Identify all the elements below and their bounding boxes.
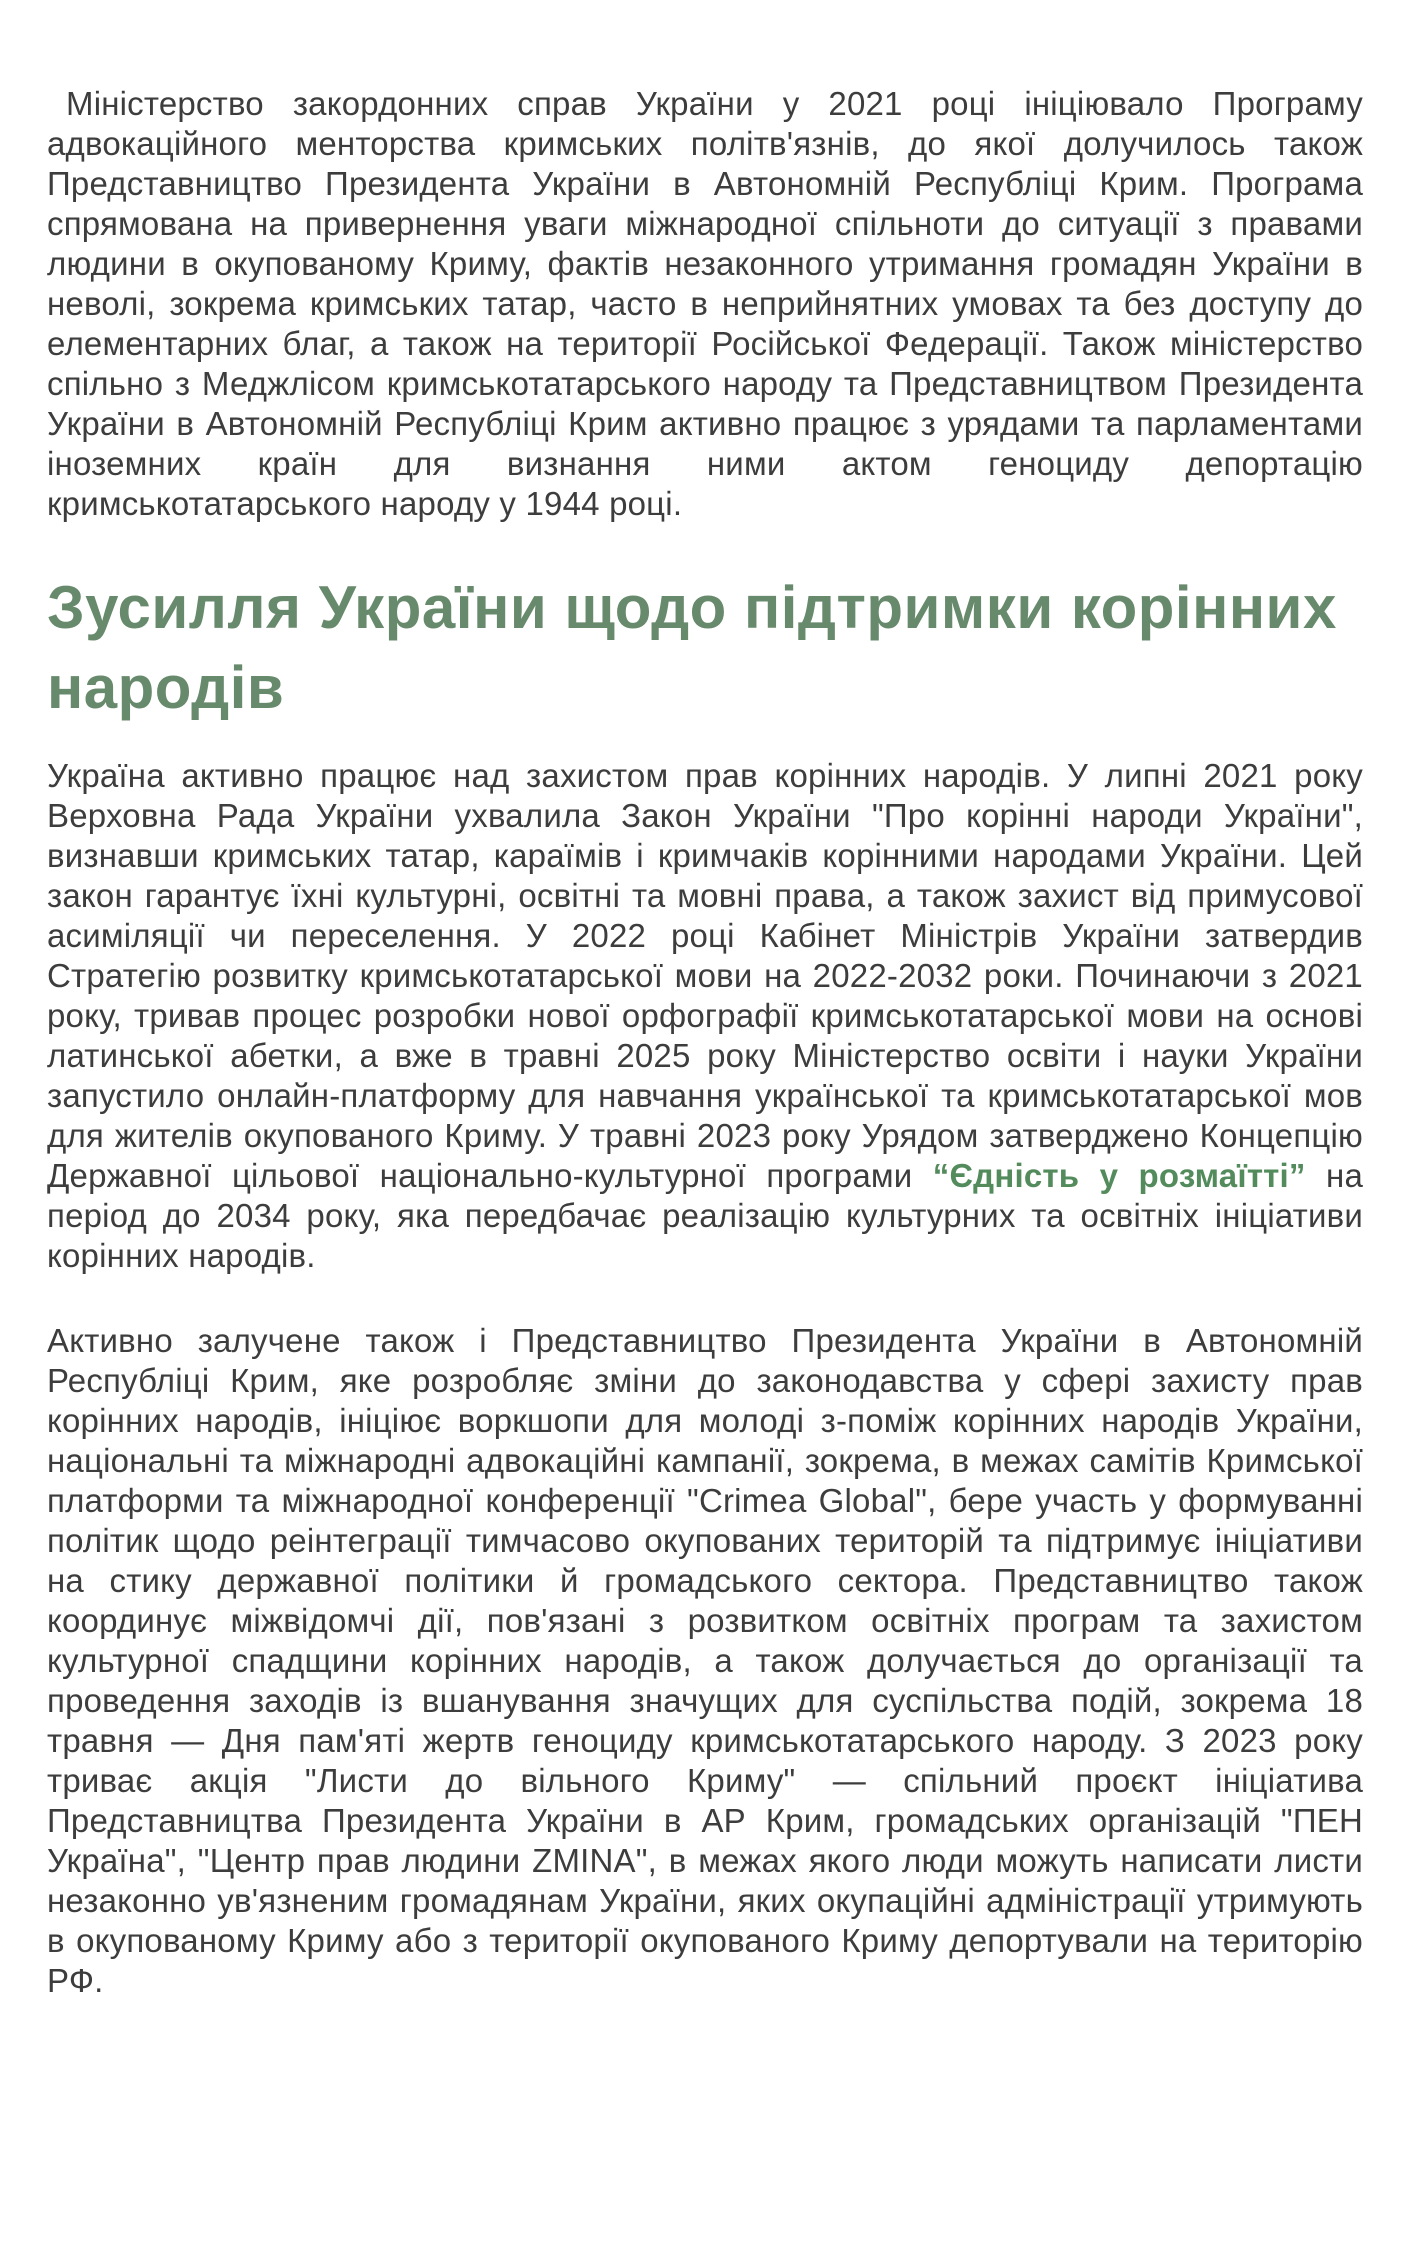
paragraph-law [47, 756, 1363, 1276]
paragraph-law-text-after: на період до 2034 року, яка передбачає реалізацію культурних та освітніх ініціативи корінних народів. [47, 1157, 1363, 1274]
paragraph-representation: Активно залучене також і Представництво Президента України в Автономній Республіці Крим, яке розробляє зміни до законодавства у сфері захисту прав корінних народів, ініціює воркшопи для молоді з-поміж корінних народів України, національні та міжнародні адвокаційні кампанії, зокрема, в межах самітів Кримської платформи та міжнародної конференції "Crimea Global", бере участь у формуванні політик щодо реінтеграції тимчасово окупованих територій та підтримує ініціативи на стику державної політики й громадського сектора. Представництво також координує міжвідомчі дії, пов'язані з розвитком освітніх програм та захистом культурної спадщини корінних народів, а також долучається до організації та проведення заходів із вшанування значущих для суспільства подій, зокрема 18 травня — Дня пам'яті жертв геноциду кримськотатарського народу. З 2023 року триває акція "Листи до вільного Криму" — спільний проєкт ініціатива Представництва Президента України в АР Крим, громадських організацій "ПЕН Україна", "Центр прав людини ZMINA", в межах якого люди можуть написати листи незаконно ув'язненим громадянам України, яких окупаційні адміністрації утримують в окупованому Криму або з території окупованого Криму депортували на територію РФ. [47, 1322, 1363, 1999]
paragraph-intro: Міністерство закордонних справ України у 2021 році ініціювало Програму адвокаційного менторства кримських політв'язнів, до якої долучилось також Представництво Президента України в Автономній Республіці Крим. Програма спрямована на привернення уваги міжнародної спільноти до ситуації з правами людини в окупованому Криму, фактів незаконного утримання громадян України в неволі, зокрема кримських татар, часто в неприйнятних умовах та без доступу до елементарних благ, а також на території Російської Федерації. Також міністерство спільно з Меджлісом кримськотатарського народу та Представництвом Президента України в Автономній Республіці Крим активно працює з урядами та парламентами іноземних країн для визнання ними актом геноциду депортацію кримськотатарського народу у 1944 році. [47, 85, 1363, 522]
program-name-highlight: “Єдність у розмаїтті” [932, 1157, 1306, 1194]
paragraph-law-text-before: Україна активно працює над захистом прав корінних народів. У липні 2021 року Верховна Рада України ухвалила Закон України "Про корінні народи України", визнавши кримських татар, караїмів і кримчаків корінними народами України. Цей закон гарантує їхні культурні, освітні та мовні права, а також захист від примусової асиміляції чи переселення. У 2022 році Кабінет Міністрів України затвердив Стратегію розвитку кримськотатарської мови на 2022-2032 роки. Починаючи з 2021 року, тривав процес розробки нової орфографії кримськотатарської мови на основі латинської абетки, а вже в травні 2025 року Міністерство освіти і науки України запустило онлайн-платформу для навчання української та кримськотатарської мов для жителів окупованого Криму. У травні 2023 року Урядом затверджено Концепцію Державної цільової національно-культурної програми [47, 757, 1363, 1194]
section-heading: Зусилля України щодо підтримки корінних народів [47, 574, 1337, 721]
